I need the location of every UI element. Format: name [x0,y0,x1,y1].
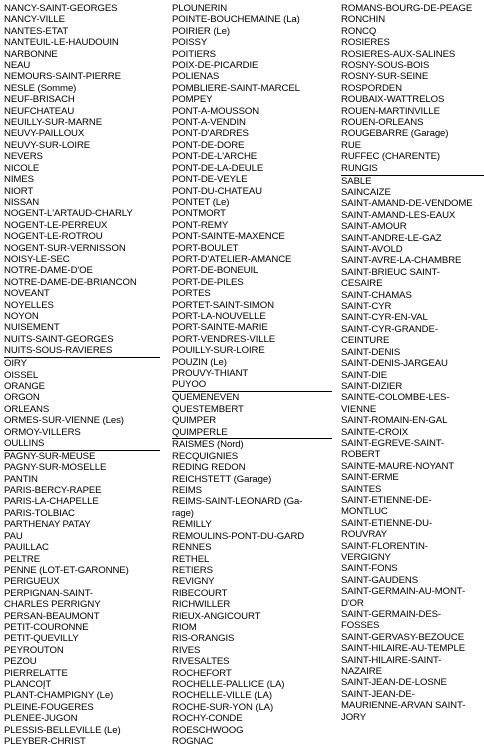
station-entry: PETIT-COURONNE [4,621,89,633]
station-entry: RIVESALTES [172,656,230,668]
station-entry: PORT-VENDRES-VILLE [172,333,276,345]
station-entry: PLESSIS-BELLEVILLE (Le) [4,724,121,736]
station-entry: REMOULINS-PONT-DU-GARD [172,530,305,542]
station-entry: NEMOURS-SAINT-PIERRE [4,71,121,83]
station-entry: SAINT-AMAND-DE-VENDOME [341,198,473,210]
station-entry: QUIMPERLE [172,426,228,438]
station-entry: NIORT [4,185,34,197]
station-entry: QUEMENEVEN [172,392,240,404]
station-entry: rage) [172,507,194,519]
station-entry: PLANT-CHAMPIGNY (Le) [4,690,114,702]
station-entry: NOTRE-DAME-D'OE [4,265,93,277]
station-entry: SAINT-ROMAIN-EN-GAL [341,415,448,427]
station-entry: NEAU [4,60,31,72]
station-entry: SAINT-AVOLD [341,244,403,256]
station-entry: PONT-D'ARDRES [172,128,249,140]
station-entry: NEUF-BRISACH [4,94,75,106]
station-entry: NOVEANT [4,288,50,300]
station-entry: NEUVY-PAILLOUX [4,128,85,140]
station-entry: NUISEMENT [4,322,60,334]
station-entry: SAINT-DIE [341,369,388,381]
station-entry: ORANGE [4,380,45,392]
station-entry: PROUVY-THIANT [172,368,249,379]
station-entry: RUE [341,139,361,151]
station-entry: NOGENT-LE-ROTROU [4,231,103,243]
station-entry: POUZIN (Le) [172,356,227,368]
station-entry: POMPEY [172,94,213,106]
station-entry: POIRIER (Le) [172,25,230,37]
station-entry: PERIGUEUX [4,576,60,588]
station-entry: ROMANS-BOURG-DE-PEAGE [341,3,473,14]
station-entry: PARIS-TOLBIAC [4,507,75,519]
station-entry: NARBONNE [4,48,58,60]
station-entry: REIMS-SAINT-LEONARD (Ga- [172,496,303,508]
station-entry: POITIERS [172,48,216,60]
station-entry: PONT-REMY [172,219,229,231]
station-entry: ROUVRAY [341,529,388,541]
station-entry: REDING REDON [172,462,246,474]
station-entry: SAINT-GAUDENS [341,574,419,586]
station-entry: SAINT-DENIS [341,346,401,358]
station-entry: SAINTES [341,483,382,495]
station-entry: SAINT-GERVASY-BEZOUCE [341,631,465,643]
station-entry: PORTET-SAINT-SIMON [172,299,274,311]
station-entry: PONT-DE-LA-DEULE [172,162,264,174]
station-entry: SAINT-GERMAIN-AU-MONT- [341,586,466,598]
station-entry: SAINT-AMOUR [341,221,407,233]
station-entry: PAUILLAC [4,542,49,554]
station-entry: SAINT-DENIS-JARGEAU [341,358,448,370]
station-entry: RONCQ [341,25,377,37]
station-entry: ORGON [4,392,40,404]
station-entry: SAINT-JEAN-DE- [341,688,415,700]
station-entry: SABLE [341,175,372,187]
station-entry: SAINT-BRIEUC SAINT- [341,266,440,278]
station-entry: SAINT-CYR [341,301,392,313]
station-entry: RIBECOURT [172,587,228,599]
station-entry: ROCHEFORT [172,667,232,679]
station-entry: ROSNY-SUR-SEINE [341,71,429,83]
station-entry: POLIENAS [172,71,220,83]
station-entry: RENNES [172,542,212,554]
station-entry: PONTET (Le) [172,196,230,208]
station-entry: NICOLE [4,162,40,174]
station-entry: CEINTURE [341,335,390,347]
station-entry: VERGIGNY [341,552,391,563]
station-entry: SAINT-FLORENTIN- [341,540,428,552]
station-entry: RETIERS [172,564,213,576]
station-entry: PONT-SAINTE-MAXENCE [172,231,285,243]
station-entry: CESAIRE [341,278,383,290]
station-entry: NEUVY-SUR-LOIRE [4,139,91,151]
station-entry: PORT-DE-BONEUIL [172,265,259,277]
station-entry: ORLEANS [4,403,50,415]
station-entry: NOGENT-L'ARTAUD-CHARLY [4,208,133,220]
station-entry: PONT-DU-CHATEAU [172,185,262,197]
station-entry: PONT-DE-VEYLE [172,174,248,186]
station-entry: POMBLIERE-SAINT-MARCEL [172,82,300,94]
station-entry: PLEINE-FOUGERES [4,701,94,713]
station-entry: PANTIN [4,473,38,485]
station-entry: NEUILLY-SUR-MARNE [4,117,102,129]
station-entry: ROUGEBARRE (Garage) [341,128,449,140]
station-entry: SAINTE-COLOMBE-LES- [341,392,450,404]
station-entry: NIMES [4,174,34,186]
station-entry: SAINT-ETIENNE-DU- [341,517,433,529]
station-entry: ROESCHWOOG [172,724,244,736]
station-entry: FOSSES [341,620,380,632]
station-entry: PEYROUTON [4,644,64,656]
station-entry: SAINT-GERMAIN-DES- [341,609,442,621]
station-entry: REIMS [172,485,202,497]
station-entry: SAINT-ANDRE-LE-GAZ [341,232,442,244]
station-entry: ROCHELLE-VILLE (LA) [172,690,272,702]
station-entry: PORT-DE-PILES [172,276,244,288]
station-entry: NOGENT-LE-PERREUX [4,219,108,231]
station-entry: PORTES [172,288,211,300]
column-2 [172,3,332,747]
station-entry: NANCY-SAINT-GEORGES [4,3,118,14]
station-entry: CHARLES PERRIGNY [4,599,101,611]
station-entry: PIERRELATTE [4,667,68,679]
station-entry: SAINT-HILAIRE-AU-TEMPLE [341,643,466,655]
station-entry: NISSAN [4,196,40,208]
station-entry: SAINT-AMAND-LES-EAUX [341,209,456,221]
station-entry: NAZAIRE [341,666,382,678]
station-entry: PONT-A-MOUSSON [172,105,260,117]
station-entry: PELTRE [4,553,41,565]
station-entry: PAGNY-SUR-MOSELLE [4,462,107,474]
column-3 [341,3,484,723]
station-entry: SAINTE-CROIX [341,426,409,438]
station-entry: SAINT-ETIENNE-DE- [341,494,432,506]
station-entry: SAINT-CYR-GRANDE- [341,323,438,335]
station-entry: PENNE (LOT-ET-GARONNE) [4,564,129,576]
station-entry: OISSEL [4,369,39,381]
station-entry: PARIS-BERCY-RAPEE [4,485,102,497]
station-entry: PETIT-QUEVILLY [4,633,79,645]
station-entry: RAISMES (Nord) [172,439,244,451]
station-entry: NOTRE-DAME-DE-BRIANCON [4,276,137,288]
station-entry: REICHSTETT (Garage) [172,473,272,485]
station-entry: SAINT-HILAIRE-SAINT- [341,654,442,666]
station-entry: SAINT-FONS [341,563,398,575]
station-entry: RETHEL [172,553,210,565]
station-entry: SAINT-AVRE-LA-CHAMBRE [341,255,462,267]
station-entry: NEVERS [4,151,43,163]
station-entry: NANTEUIL-LE-HAUDOUIN [4,37,119,49]
station-entry: PUYOO [172,379,207,391]
station-entry: ROBERT [341,449,381,461]
station-entry: REVIGNY [172,576,215,588]
station-entry: SAINT-ERME [341,472,399,484]
station-entry: PERSAN-BEAUMONT [4,610,100,622]
station-entry: PLOUNERIN [172,3,228,14]
station-entry: ROCHELLE-PALLICE (LA) [172,678,285,690]
station-entry: NEUFCHATEAU [4,105,75,117]
station-entry: PLEYBER-CHRIST [4,736,86,747]
station-entry: ORMES-SUR-VIENNE (Les) [4,415,124,427]
station-entry: ROUEN-MARTINVILLE [341,105,440,117]
station-entry: ROCHE-SUR-YON (LA) [172,701,274,713]
station-entry: NUITS-SOUS-RAVIERES [4,345,113,357]
station-entry: NOISY-LE-SEC [4,253,70,265]
station-entry: ROSPORDEN [341,82,402,94]
station-entry: PERPIGNAN-SAINT- [4,587,94,599]
station-entry: SAINT-CHAMAS [341,289,412,301]
station-entry: SAINT-EGREVE-SAINT- [341,437,445,449]
station-entry: POIX-DE-PICARDIE [172,60,259,72]
station-entry: OULLINS [4,437,45,449]
station-entry: PAU [4,530,23,542]
station-entry: RICHWILLER [172,599,231,611]
station-entry: PONT-A-VENDIN [172,117,246,129]
station-entry: POISSY [172,37,208,49]
station-entry: RIVES [172,644,201,656]
column-1 [4,3,160,747]
station-entry: PLANCOĮT [4,678,52,690]
station-entry: REMILLY [172,519,212,531]
station-entry: RUFFEC (CHARENTE) [341,151,441,163]
station-entry: SAINT-CYR-EN-VAL [341,312,428,324]
station-entry: QUIMPER [172,415,217,427]
station-entry: POUILLY-SUR-LOIRE [172,345,265,357]
station-entry: D'OR [341,597,364,609]
station-entry: ORMOY-VILLERS [4,426,81,438]
station-entry: NOYON [4,310,39,322]
station-entry: PARTHENAY PATAY [4,519,91,531]
station-entry: PAGNY-SUR-MEUSE [4,450,96,462]
station-entry: NUITS-SAINT-GEORGES [4,333,114,345]
station-entry: NANCY-VILLE [4,14,65,26]
station-entry: MONTLUC [341,506,388,518]
station-entry: ROCHY-CONDE [172,713,243,725]
station-entry: MAURIENNE-ARVAN SAINT- [341,700,466,712]
station-entry: ROGNAC [172,736,214,747]
station-entry: POINTE-BOUCHEMAINE (La) [172,14,300,26]
station-entry: ROSNY-SOUS-BOIS [341,60,430,72]
station-entry: RECQUIGNIES [172,450,239,462]
station-entry: PORT-SAINTE-MARIE [172,322,268,334]
station-entry: NOYELLES [4,299,54,311]
station-entry: ROSIERES [341,37,390,49]
station-entry: NESLE (Somme) [4,82,77,94]
station-entry: PORT-BOULET [172,242,239,254]
station-entry: PEZOU [4,656,37,668]
station-entry: SAINCAIZE [341,187,391,198]
station-entry: RIS-ORANGIS [172,633,235,645]
station-entry: PONT-DE-L'ARCHE [172,151,258,163]
station-entry: NANTES-ETAT [4,25,69,37]
station-entry: SAINT-DIZIER [341,380,403,392]
station-entry: ROUEN-ORLEANS [341,117,424,129]
station-entry: RIOM [172,621,197,633]
station-entry: ROSIERES-AUX-SALINES [341,48,456,60]
station-entry: PORT-D'ATELIER-AMANCE [172,253,292,265]
station-entry: RONCHIN [341,14,386,26]
station-entry: QUESTEMBERT [172,403,244,415]
station-entry: JORY [341,711,367,723]
station-entry: PARIS-LA-CHAPELLE [4,496,99,508]
station-entry: PONT-DE-DORE [172,139,245,151]
station-entry: ROUBAIX-WATTRELOS [341,94,445,106]
station-entry: VIENNE [341,403,377,415]
station-entry: NOGENT-SUR-VERNISSON [4,242,126,254]
station-entry: PORT-LA-NOUVELLE [172,310,266,322]
station-entry: RUNGIS [341,162,378,174]
station-entry: OIRY [4,358,27,370]
station-entry: PONTMORT [172,208,226,220]
station-entry: PLENEE-JUGON [4,713,78,725]
station-entry: RIEUX-ANGICOURT [172,610,261,622]
station-entry: SAINT-JEAN-DE-LOSNE [341,677,447,689]
station-entry: SAINTE-MAURE-NOYANT [341,460,455,472]
